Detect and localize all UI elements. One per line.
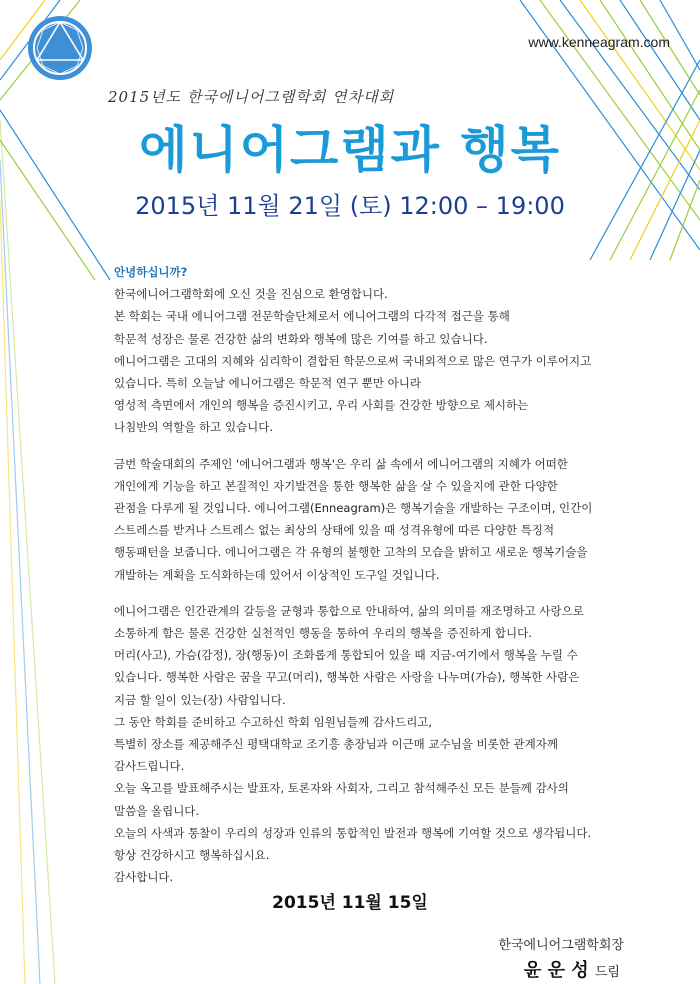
paragraph-line: 항상 건강하시고 행복하십시요. [114,848,270,863]
paragraph-line: 지금 할 일이 있는(장) 사람입니다. [114,692,286,707]
paragraph-line: 오늘의 사색과 통찰이 우리의 성장과 인류의 통합적인 발전과 행복에 기여할 것으로 생각됩니다. [114,825,592,840]
paragraph-line: 개발하는 계획을 도식화하는데 있어서 이상적인 도구일 것입니다. [114,567,440,582]
page-title: 에니어그램과 행복 [139,121,561,179]
paragraph-line: 행동패턴을 보줍니다. 에니어그램은 각 유형의 불행한 고착의 모습을 밝히고 새로운 행복기술을 [114,545,588,560]
website-url[interactable]: www.kenneagram.com [528,34,670,50]
paragraph-line: 소통하게 함은 물론 건강한 실천적인 행동을 통하여 우리의 행복을 증진하게 합니다. [114,626,532,641]
paragraph-line: 스트레스를 받거나 스트레스 없는 최상의 상태에 있을 때 성격유형에 따른 다양한 특징적 [114,523,555,538]
paragraph [114,283,654,438]
signature-suffix: 드림 [594,965,620,980]
paragraph-line: 있습니다. 특히 오늘날 에니어그램은 학문적 연구 뿐만 아니라 [114,376,421,391]
paragraph-line: 그 동안 학회를 준비하고 수고하신 학회 임원님들께 감사드리고, [114,714,433,729]
paragraph [114,600,654,889]
letter-paragraphs [114,283,654,888]
paragraph-line: 금번 학술대회의 주제인 '에니어그램과 행복'은 우리 삶 속에서 에니어그램의 지혜가 어떠한 [114,456,568,471]
paragraph-line: 에니어그램은 인간관계의 갈등을 균형과 통합으로 안내하여, 삶의 의미를 재조명하고 사랑으로 [114,603,584,618]
paragraph-gap [114,439,654,453]
paragraph-line: 감사드립니다. [114,759,185,774]
paragraph-line: 에니어그램은 고대의 지혜와 심리학이 결합된 학문으로써 국내외적으로 많은 연구가 이루어지고 [114,353,592,368]
greeting: 안녕하십니까? [114,265,188,279]
paragraph-line: 본 학회는 국내 에니어그램 전문학술단체로서 에니어그램의 다각적 접근을 통해 [114,309,510,324]
signature-name [524,956,620,982]
paragraph-line: 나침반의 역할을 하고 있습니다. [114,420,274,435]
signature-organization: 한국에니어그램학회장 [498,938,624,953]
paragraph-line: 개인에게 기능을 하고 본질적인 자기발견을 통한 행복한 삶을 살 수 있을지에 관한 다양한 [114,478,558,493]
letter-body [114,261,654,888]
event-subtitle: 2015년도 한국에니어그램학회 연차대회 [108,88,395,106]
signer-name: 윤 운 성 [523,960,589,981]
paragraph-line: 관점을 다루게 될 것입니다. 에니어그램(Enneagram)은 행복기술을 개발하는 구조이며, 인간이 [114,501,593,516]
paragraph-line: 오늘 옥고를 발표해주시는 발표자, 토론자와 사회자, 그리고 참석해주신 모든 분들께 감사의 [114,781,569,796]
paragraph-line: 감사합니다. [114,870,174,885]
signature-date: 2015년 11월 15일 [272,893,428,913]
paragraph-line: 한국에니어그램학회에 오신 것을 진심으로 환영합니다. [114,287,388,302]
event-datetime: 2015년 11월 21일 (토) 12:00 – 19:00 [135,192,565,220]
paragraph-line: 머리(사고), 가슴(감정), 장(행동)이 조화롭게 통합되어 있을 때 지금-여기에서 행복을 누릴 수 [114,648,578,663]
paragraph-gap [114,586,654,600]
paragraph-line: 학문적 성장은 물론 건강한 삶의 변화와 행복에 많은 기여를 하고 있습니다. [114,331,488,346]
paragraph-line: 특별히 장소를 제공해주신 평택대학교 조기흥 총장님과 이근매 교수님을 비롯한 관계자께 [114,737,558,752]
paragraph-line: 영성적 측면에서 개인의 행복을 증진시키고, 우리 사회를 건강한 방향으로 제시하는 [114,398,529,413]
paragraph-line: 있습니다. 행복한 사람은 꿈을 꾸고(머리), 행복한 사람은 사랑을 나누며(가슴), 행복한 사람은 [114,670,580,685]
paragraph-line: 말씀을 올립니다. [114,803,200,818]
paragraph [114,453,654,586]
enneagram-logo [20,8,100,88]
